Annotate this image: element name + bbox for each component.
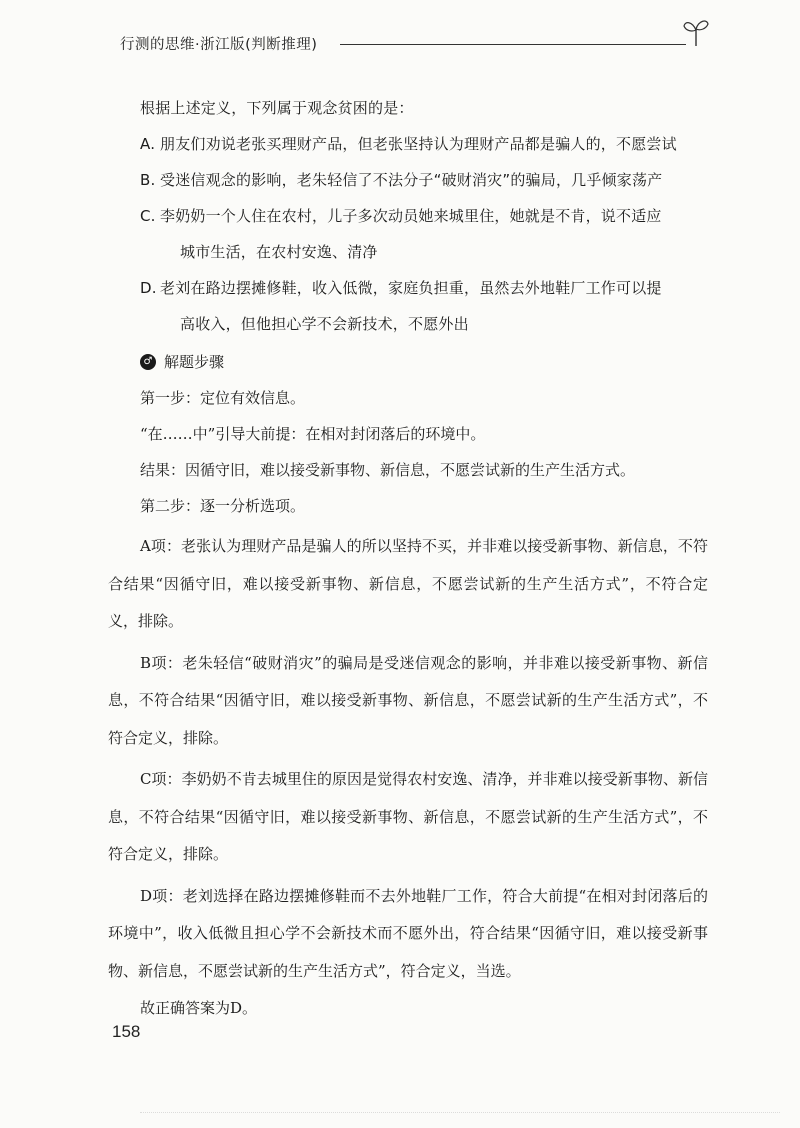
step-one: 第一步：定位有效信息。 [140, 389, 306, 407]
step-two: 第二步：逐一分析选项。 [140, 497, 306, 515]
analysis-b: B项：老朱轻信“破财消灾”的骗局是受迷信观念的影响，并非难以接受新事物、新信息，不符合结果“因循守旧，难以接受新事物、新信息，不愿尝试新的生产生活方式”，不符合定义，排除。 [108, 653, 708, 747]
running-header [120, 33, 710, 57]
sprout-icon [682, 17, 710, 47]
option-b [108, 162, 708, 198]
premise-line: “在……中”引导大前提：在相对封闭落后的环境中。 [140, 425, 486, 443]
final-answer: 故正确答案为D。 [140, 999, 258, 1017]
option-text: 受迷信观念的影响，老朱轻信了不法分子“破财消灾”的骗局，几乎倾家荡产 [160, 171, 663, 189]
result-line: 结果：因循守旧，难以接受新事物、新信息，不愿尝试新的生产生活方式。 [140, 461, 636, 479]
option-text-continued: 高收入，但他担心学不会新技术，不愿外出 [180, 315, 469, 333]
option-letter: B. [140, 171, 156, 189]
solution-heading [140, 344, 708, 380]
option-letter: D. [140, 279, 157, 297]
option-text: 朋友们劝说老张买理财产品，但老张坚持认为理财产品都是骗人的，不愿尝试 [160, 135, 677, 153]
option-text-continued: 城市生活，在农村安逸、清净 [180, 243, 378, 261]
option-c [108, 198, 708, 270]
header-rule [340, 44, 686, 45]
question-stem: 根据上述定义，下列属于观念贫困的是： [140, 99, 414, 117]
solution-step-icon: ♂ [140, 354, 156, 370]
analysis-c: C项：李奶奶不肯去城里住的原因是觉得农村安逸、清净，并非难以接受新事物、新信息，不符合结果“因循守旧，难以接受新事物、新信息，不愿尝试新的生产生活方式”，不符合定义，排除。 [108, 770, 708, 863]
option-d [108, 270, 708, 342]
option-text: 李奶奶一个人住在农村，儿子多次动员她来城里住，她就是不肯，说不适应 [160, 207, 662, 225]
page-content [108, 90, 708, 1026]
option-letter: C. [140, 207, 156, 225]
analysis-d: D项：老刘选择在路边摆摊修鞋而不去外地鞋厂工作，符合大前提“在相对封闭落后的环境中”，收入低微且担心学不会新技术而不愿外出，符合结果“因循守旧，难以接受新事物、新信息，不愿尝试新的生产生活方式”，符合定义，当选。 [108, 886, 708, 980]
option-a [108, 126, 708, 162]
option-letter: A. [140, 135, 156, 153]
page-number: 158 [112, 1022, 141, 1041]
book-title: 行测的思维·浙江版(判断推理) [120, 37, 318, 53]
scan-artifact [140, 1112, 780, 1119]
option-text: 老刘在路边摆摊修鞋，收入低微，家庭负担重，虽然去外地鞋厂工作可以提 [160, 279, 662, 297]
solution-heading-text: 解题步骤 [164, 353, 225, 371]
analysis-a: A项：老张认为理财产品是骗人的所以坚持不买，并非难以接受新事物、新信息，不符合结果“因循守旧，难以接受新事物、新信息，不愿尝试新的生产生活方式”，不符合定义，排除。 [108, 537, 708, 630]
